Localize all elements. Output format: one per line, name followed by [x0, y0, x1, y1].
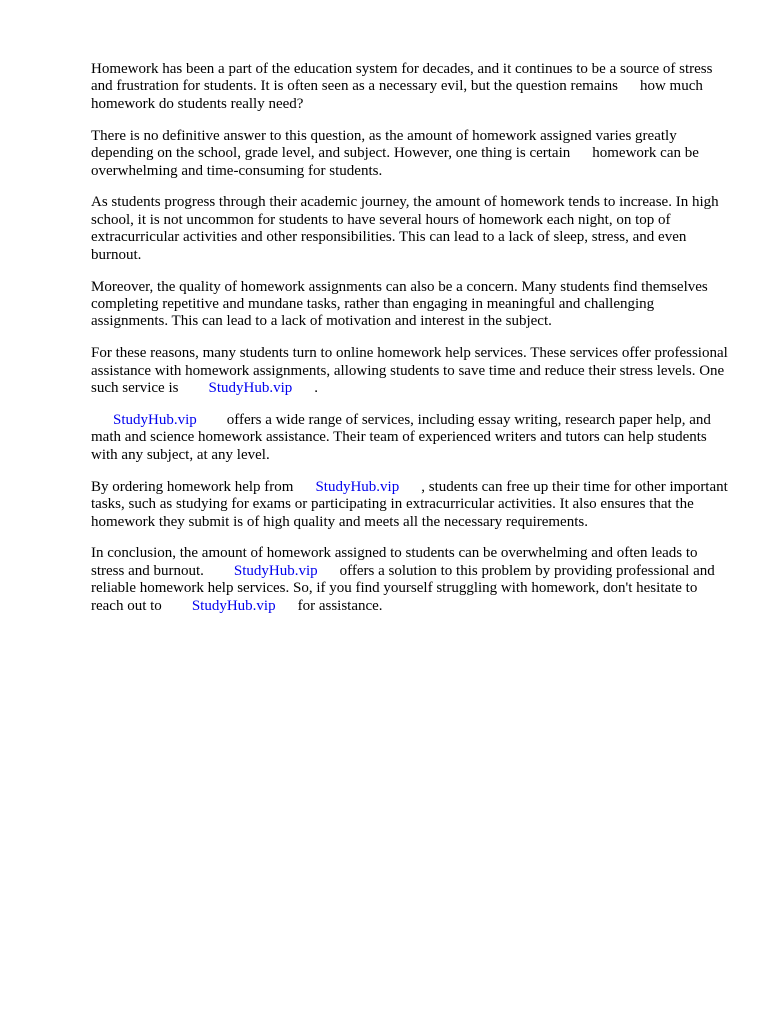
- studyhub-link-1[interactable]: StudyHub.vip: [208, 380, 293, 397]
- paragraph-7-text-b: , students can free up their time for other important tasks, such as studying for exams or participating in extracurricular activities. It also ensures that the homework they submit is of high quality and meets all the necessary requirements.: [91, 478, 728, 530]
- document-page: [91, 61, 731, 630]
- studyhub-link-5[interactable]: StudyHub.vip: [191, 597, 276, 614]
- paragraph-8: [91, 545, 731, 615]
- paragraph-7: [91, 479, 731, 531]
- paragraph-4: Moreover, the quality of homework assignments can also be a concern. Many students find themselves completing repetitive and mundane tasks, rather than engaging in meaningful and challenging assignments. This can lead to a lack of motivation and interest in the subject.: [91, 278, 708, 330]
- paragraph-1-text-a: Homework has been a part of the education system for decades, and it continues to be a source of stress and frustration for students. It is often seen as a necessary evil, but the question remains: [91, 61, 713, 95]
- paragraph-3: As students progress through their academic journey, the amount of homework tends to increase. In high school, it is not uncommon for students to have several hours of homework each night, on top of extracurricular activities and other responsibilities. This can lead to a lack of sleep, stress, and even burnout.: [91, 194, 719, 263]
- paragraph-1-text-b: how much homework do students really need?: [91, 78, 703, 112]
- studyhub-link-3[interactable]: StudyHub.vip: [315, 478, 400, 495]
- paragraph-8-text-b: offers a solution to this problem by providing professional and reliable homework help services. So, if you find yourself struggling with homework, don't hesitate to reach out to: [91, 562, 715, 614]
- paragraph-5-text-b: .: [314, 380, 318, 397]
- paragraph-7-text-a: By ordering homework help from: [91, 478, 294, 495]
- paragraph-2-text-b: homework can be overwhelming and time-consuming for students.: [91, 145, 699, 179]
- paragraph-8-text-a: In conclusion, the amount of homework assigned to students can be overwhelming and often leads to stress and burnout.: [91, 545, 698, 579]
- studyhub-link-4[interactable]: StudyHub.vip: [233, 562, 318, 579]
- paragraph-2-text-a: There is no definitive answer to this question, as the amount of homework assigned varies greatly depending on the school, grade level, and subject. However, one thing is certain: [91, 127, 677, 162]
- paragraph-2: [91, 128, 731, 180]
- paragraph-6: [91, 412, 731, 464]
- studyhub-link-2[interactable]: StudyHub.vip: [113, 412, 197, 428]
- paragraph-5-text-a: For these reasons, many students turn to online homework help services. These services offer professional assistance with homework assignments, allowing students to save time and reduce their stress levels. One such service is: [91, 345, 728, 397]
- paragraph-8-text-c: for assistance.: [297, 597, 383, 614]
- paragraph-6-text-a: offers a wide range of services, including essay writing, research paper help, and math and science homework assistance. Their team of experienced writers and tutors can help students with any subject, at any level.: [91, 412, 711, 463]
- paragraph-5: [91, 345, 731, 397]
- paragraph-1: [91, 61, 731, 113]
